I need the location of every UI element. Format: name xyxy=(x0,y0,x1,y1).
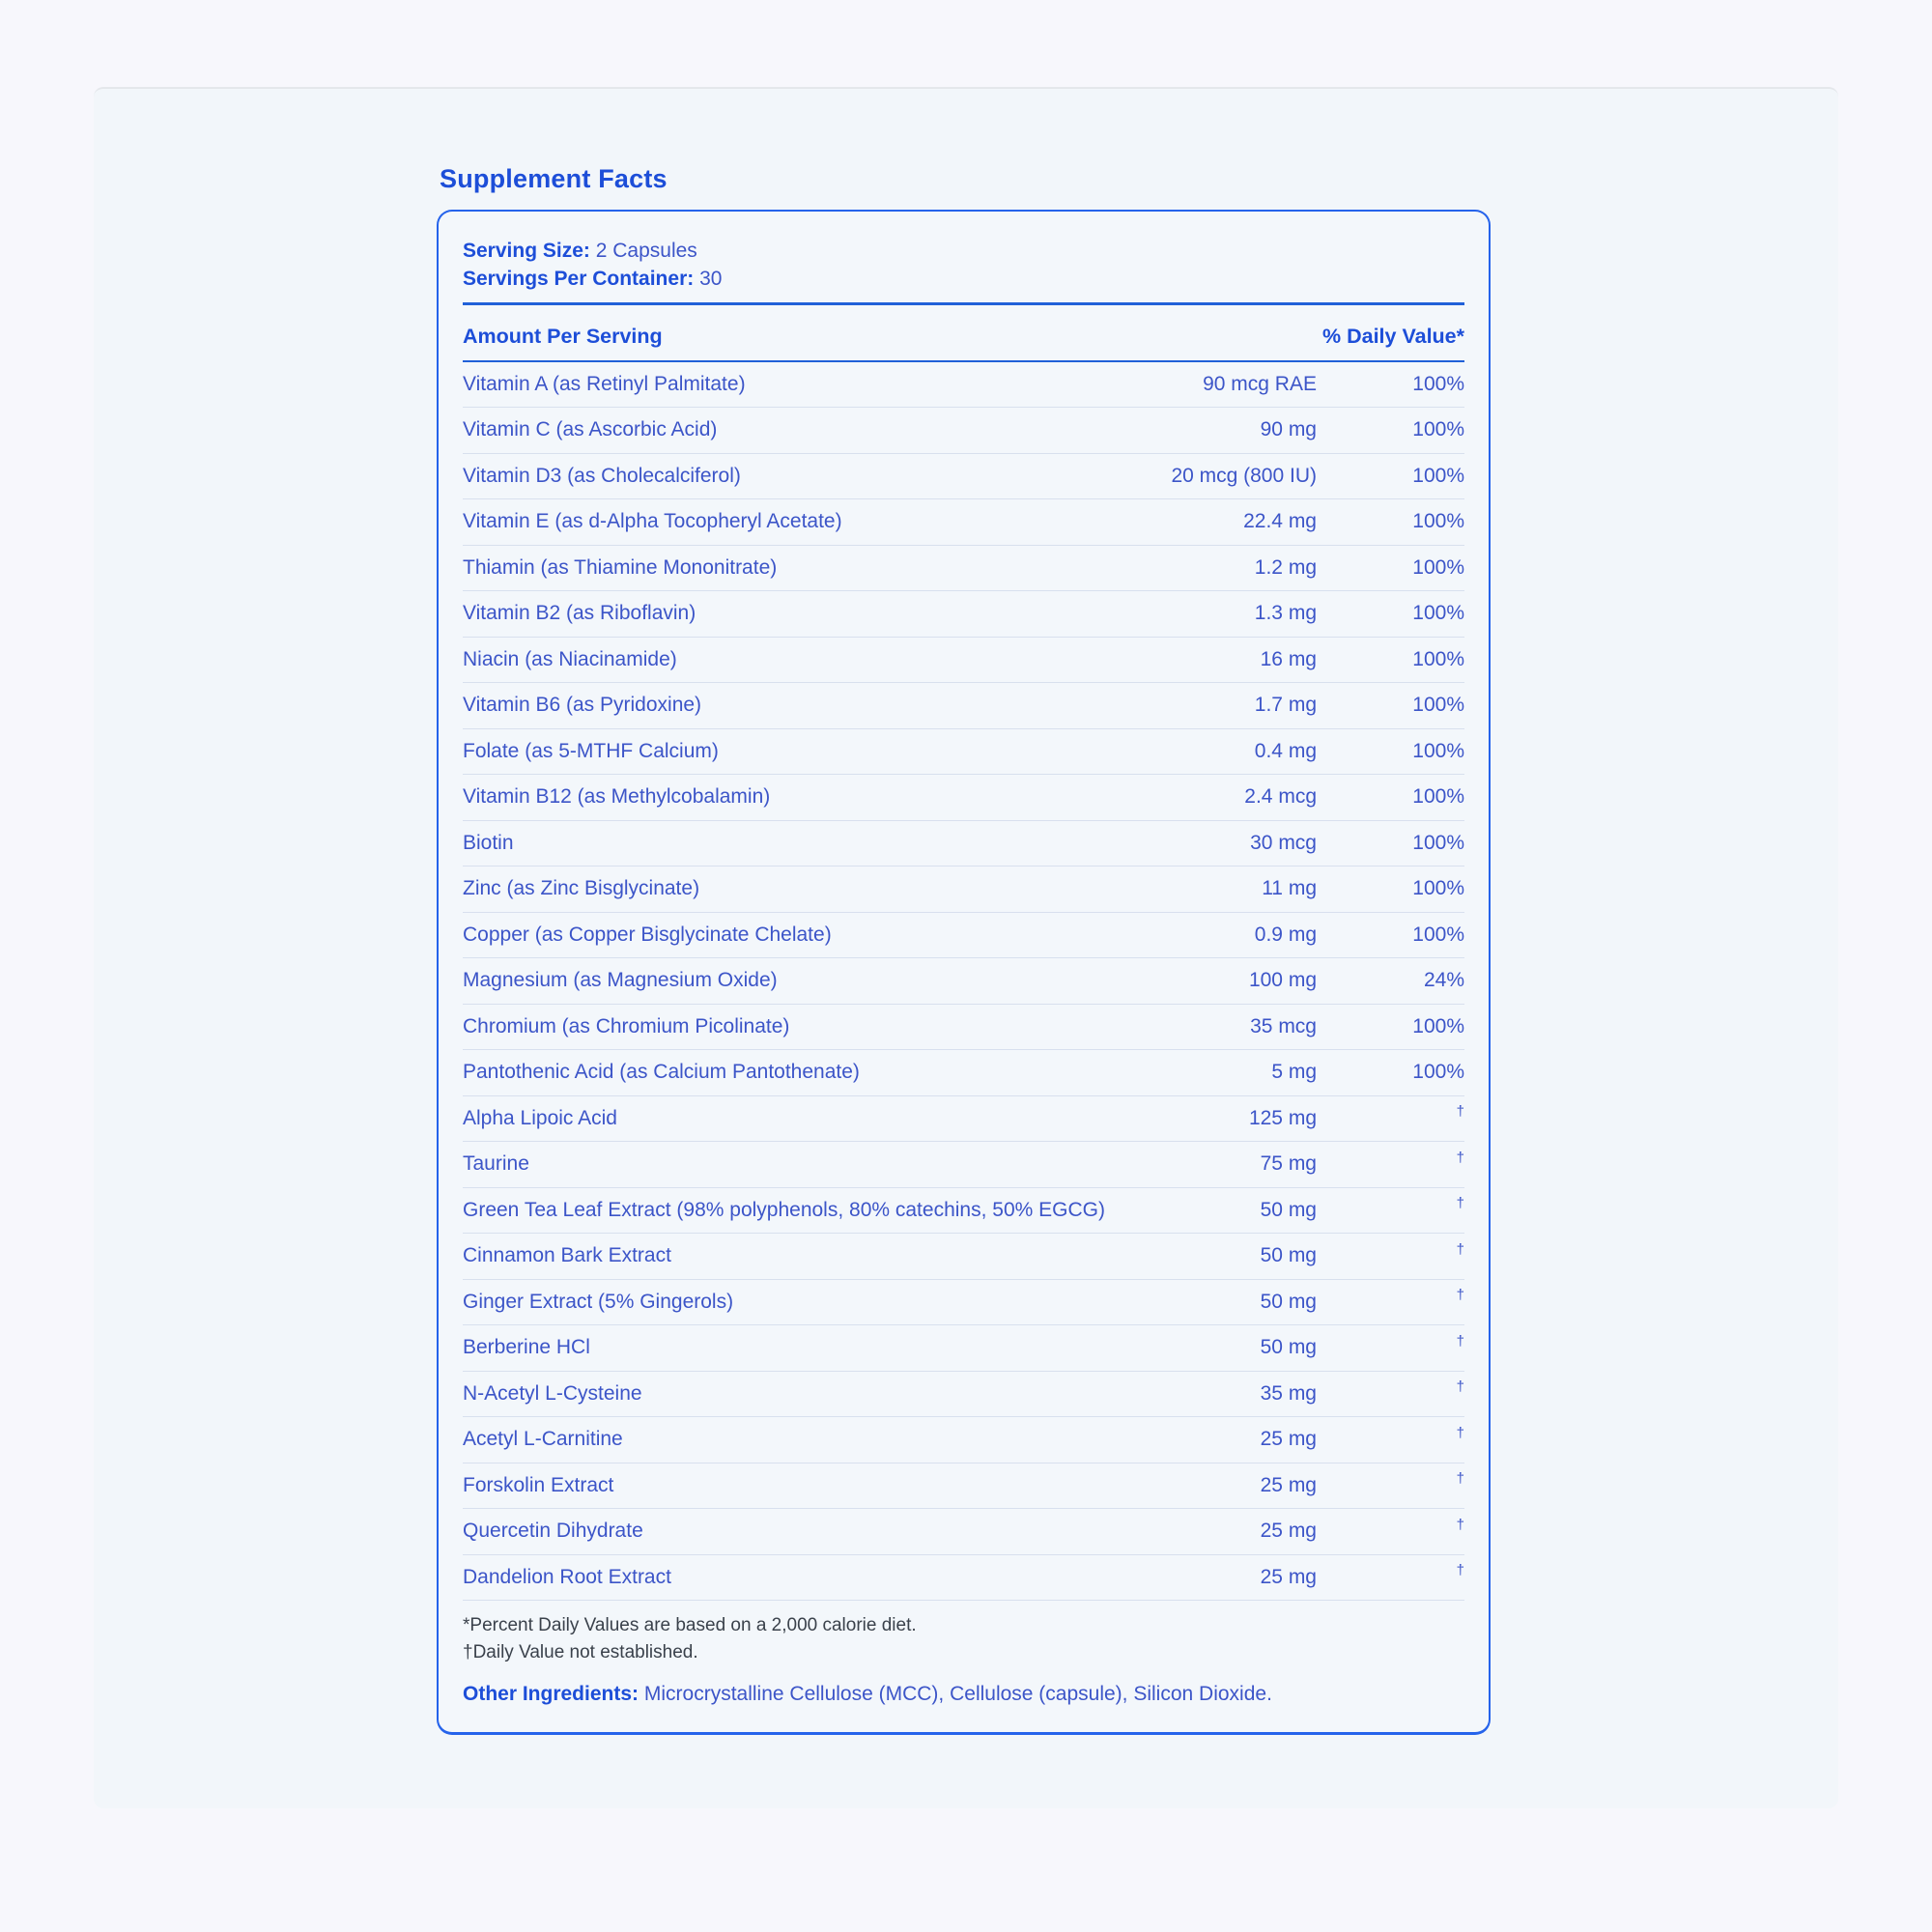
table-row xyxy=(463,499,1464,546)
ingredient-daily-value: † xyxy=(1456,1103,1464,1121)
ingredient-name: Quercetin Dihydrate xyxy=(463,1520,643,1543)
ingredient-amount: 1.7 mg xyxy=(1254,694,1317,717)
table-row xyxy=(463,729,1464,776)
ingredient-name: Chromium (as Chromium Picolinate) xyxy=(463,1014,790,1037)
supplement-facts-box xyxy=(437,210,1491,1735)
serving-size-label: Serving Size: xyxy=(463,240,590,262)
ingredient-daily-value: 100% xyxy=(1412,372,1464,395)
ingredient-daily-value: 100% xyxy=(1412,923,1464,946)
ingredient-amount: 20 mcg (800 IU) xyxy=(1171,464,1317,487)
ingredient-daily-value: 24% xyxy=(1423,969,1464,992)
table-header xyxy=(463,327,1464,362)
footnote-daily-values: *Percent Daily Values are based on a 2,000 calorie diet. xyxy=(463,1615,917,1635)
ingredient-daily-value: † xyxy=(1456,1516,1464,1533)
ingredient-amount: 5 mg xyxy=(1271,1061,1317,1084)
ingredient-amount: 25 mg xyxy=(1260,1520,1317,1543)
ingredient-name: Thiamin (as Thiamine Mononitrate) xyxy=(463,555,778,579)
daily-value-header: % Daily Value* xyxy=(1322,325,1464,348)
ingredient-daily-value: † xyxy=(1456,1195,1464,1212)
ingredient-amount: 25 mg xyxy=(1260,1428,1317,1451)
servings-per-container-value: 30 xyxy=(699,268,723,290)
ingredient-amount: 1.2 mg xyxy=(1254,555,1317,579)
table-row xyxy=(463,591,1464,638)
table-row xyxy=(463,1142,1464,1188)
ingredient-amount: 50 mg xyxy=(1260,1336,1317,1359)
other-ingredients-label: Other Ingredients: xyxy=(463,1683,639,1705)
serving-info xyxy=(463,237,1464,305)
ingredient-daily-value: 100% xyxy=(1412,418,1464,441)
ingredient-name: Ginger Extract (5% Gingerols) xyxy=(463,1290,734,1313)
ingredient-daily-value: † xyxy=(1456,1378,1464,1396)
ingredient-amount: 50 mg xyxy=(1260,1244,1317,1267)
ingredient-amount: 75 mg xyxy=(1260,1152,1317,1176)
ingredient-name: Vitamin A (as Retinyl Palmitate) xyxy=(463,372,746,395)
ingredient-daily-value: 100% xyxy=(1412,510,1464,533)
ingredient-amount: 1.3 mg xyxy=(1254,602,1317,625)
content-card xyxy=(94,87,1838,1808)
table-row xyxy=(463,1463,1464,1510)
ingredient-table xyxy=(463,362,1464,1602)
ingredient-daily-value: 100% xyxy=(1412,1014,1464,1037)
table-row xyxy=(463,1234,1464,1280)
ingredient-name: Vitamin E (as d-Alpha Tocopheryl Acetate) xyxy=(463,510,842,533)
ingredient-amount: 0.9 mg xyxy=(1254,923,1317,946)
ingredient-amount: 50 mg xyxy=(1260,1198,1317,1221)
servings-per-container-label: Servings Per Container: xyxy=(463,268,695,290)
footnotes xyxy=(463,1612,1464,1666)
ingredient-name: Berberine HCl xyxy=(463,1336,590,1359)
table-row xyxy=(463,1417,1464,1463)
amount-per-serving-header: Amount Per Serving xyxy=(463,325,663,348)
ingredient-daily-value: 100% xyxy=(1412,694,1464,717)
ingredient-name: Niacin (as Niacinamide) xyxy=(463,647,677,670)
table-row xyxy=(463,1280,1464,1326)
ingredient-daily-value: † xyxy=(1456,1149,1464,1166)
table-row xyxy=(463,1555,1464,1602)
ingredient-amount: 125 mg xyxy=(1248,1106,1317,1129)
ingredient-name: Forskolin Extract xyxy=(463,1473,614,1496)
ingredient-daily-value: † xyxy=(1456,1240,1464,1258)
ingredient-daily-value: † xyxy=(1456,1424,1464,1441)
table-row xyxy=(463,867,1464,913)
ingredient-amount: 25 mg xyxy=(1260,1473,1317,1496)
table-row xyxy=(463,1050,1464,1096)
ingredient-name: N-Acetyl L-Cysteine xyxy=(463,1381,642,1405)
ingredient-name: Vitamin B6 (as Pyridoxine) xyxy=(463,694,702,717)
ingredient-name: Folate (as 5-MTHF Calcium) xyxy=(463,739,719,762)
ingredient-amount: 90 mcg RAE xyxy=(1203,372,1317,395)
serving-size-value: 2 Capsules xyxy=(595,240,697,262)
ingredient-daily-value: 100% xyxy=(1412,602,1464,625)
ingredient-name: Vitamin C (as Ascorbic Acid) xyxy=(463,418,718,441)
table-row xyxy=(463,1005,1464,1051)
ingredient-name: Pantothenic Acid (as Calcium Pantothenate) xyxy=(463,1061,860,1084)
ingredient-amount: 50 mg xyxy=(1260,1290,1317,1313)
ingredient-daily-value: † xyxy=(1456,1287,1464,1304)
ingredient-amount: 22.4 mg xyxy=(1243,510,1317,533)
ingredient-name: Dandelion Root Extract xyxy=(463,1565,671,1588)
ingredient-name: Green Tea Leaf Extract (98% polyphenols, 80% catechins, 50% EGCG) xyxy=(463,1198,1105,1221)
ingredient-daily-value: 100% xyxy=(1412,831,1464,854)
serving-size-line xyxy=(463,237,1464,265)
table-row xyxy=(463,454,1464,500)
ingredient-amount: 2.4 mcg xyxy=(1244,785,1317,809)
footnote-not-established: †Daily Value not established. xyxy=(463,1642,698,1662)
ingredient-amount: 35 mcg xyxy=(1250,1014,1317,1037)
table-row xyxy=(463,913,1464,959)
table-row xyxy=(463,638,1464,684)
ingredient-amount: 11 mg xyxy=(1262,877,1317,900)
ingredient-name: Alpha Lipoic Acid xyxy=(463,1106,617,1129)
ingredient-daily-value: † xyxy=(1456,1332,1464,1350)
ingredient-amount: 100 mg xyxy=(1248,969,1317,992)
ingredient-name: Vitamin D3 (as Cholecalciferol) xyxy=(463,464,741,487)
table-row xyxy=(463,546,1464,592)
ingredient-amount: 25 mg xyxy=(1260,1565,1317,1588)
table-row xyxy=(463,683,1464,729)
ingredient-name: Vitamin B12 (as Methylcobalamin) xyxy=(463,785,771,809)
ingredient-name: Magnesium (as Magnesium Oxide) xyxy=(463,969,778,992)
ingredient-name: Acetyl L-Carnitine xyxy=(463,1428,623,1451)
ingredient-daily-value: 100% xyxy=(1412,464,1464,487)
ingredient-daily-value: 100% xyxy=(1412,785,1464,809)
table-row xyxy=(463,362,1464,409)
table-row xyxy=(463,1096,1464,1143)
ingredient-daily-value: † xyxy=(1456,1562,1464,1579)
ingredient-name: Taurine xyxy=(463,1152,529,1176)
ingredient-name: Biotin xyxy=(463,831,514,854)
ingredient-daily-value: 100% xyxy=(1412,647,1464,670)
page-title: Supplement Facts xyxy=(440,164,668,193)
other-ingredients-value: Microcrystalline Cellulose (MCC), Cellulose (capsule), Silicon Dioxide. xyxy=(643,1683,1272,1705)
ingredient-name: Copper (as Copper Bisglycinate Chelate) xyxy=(463,923,832,946)
table-row xyxy=(463,821,1464,867)
ingredient-daily-value: 100% xyxy=(1412,1061,1464,1084)
table-row xyxy=(463,1325,1464,1372)
ingredient-daily-value: 100% xyxy=(1412,739,1464,762)
ingredient-name: Vitamin B2 (as Riboflavin) xyxy=(463,602,696,625)
ingredient-amount: 16 mg xyxy=(1260,647,1317,670)
table-row xyxy=(463,1188,1464,1235)
other-ingredients-line xyxy=(463,1680,1464,1709)
servings-per-container-line xyxy=(463,265,1464,293)
ingredient-daily-value: 100% xyxy=(1412,555,1464,579)
ingredient-amount: 90 mg xyxy=(1260,418,1317,441)
ingredient-amount: 30 mcg xyxy=(1250,831,1317,854)
table-row xyxy=(463,1509,1464,1555)
ingredient-name: Zinc (as Zinc Bisglycinate) xyxy=(463,877,700,900)
table-row xyxy=(463,408,1464,454)
ingredient-amount: 0.4 mg xyxy=(1254,739,1317,762)
ingredient-amount: 35 mg xyxy=(1260,1381,1317,1405)
table-row xyxy=(463,775,1464,821)
ingredient-name: Cinnamon Bark Extract xyxy=(463,1244,671,1267)
table-row xyxy=(463,958,1464,1005)
ingredient-daily-value: † xyxy=(1456,1470,1464,1488)
ingredient-daily-value: 100% xyxy=(1412,877,1464,900)
table-row xyxy=(463,1372,1464,1418)
